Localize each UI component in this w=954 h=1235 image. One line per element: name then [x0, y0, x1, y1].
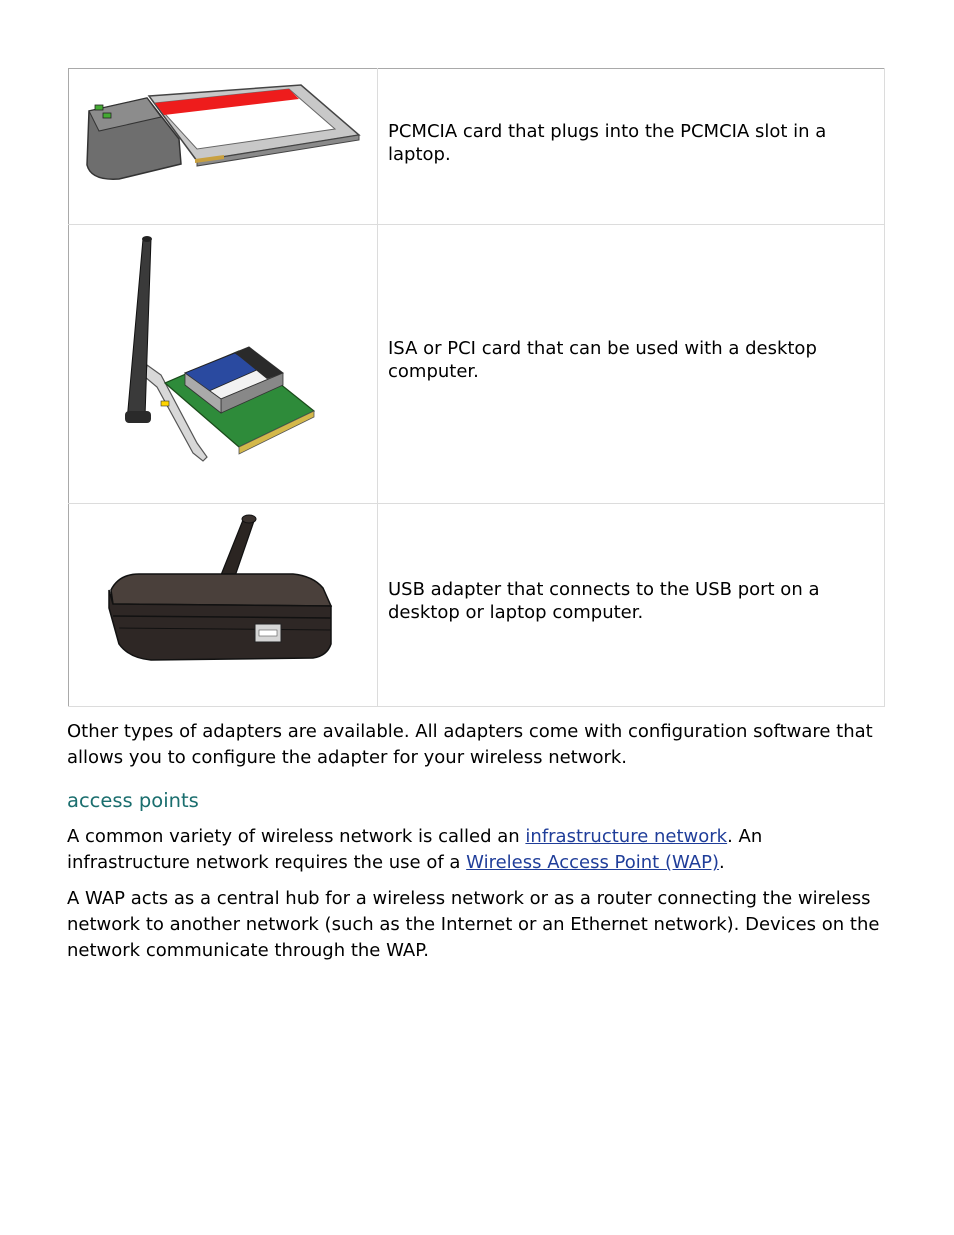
p1-text-middle: . An infrastructure network requires the use of a [67, 826, 763, 873]
table-row [69, 225, 885, 504]
pcmcia-card-image [69, 69, 377, 224]
p1-text-start: A common variety of wireless network is called an [67, 826, 526, 847]
usb-adapter-image [69, 504, 377, 706]
usb-description: USB adapter that connects to the USB port on a desktop or laptop computer. [388, 579, 820, 623]
table-row [69, 69, 885, 225]
pci-image-cell [69, 225, 378, 504]
pcmcia-description-cell [378, 69, 885, 225]
adapter-table [68, 68, 885, 707]
usb-description-cell [378, 504, 885, 707]
p1-text-end: . [719, 852, 725, 873]
table-row [69, 504, 885, 707]
usb-image-cell [69, 504, 378, 707]
pci-description: ISA or PCI card that can be used with a desktop computer. [388, 338, 817, 382]
wap-description-paragraph: A WAP acts as a central hub for a wireless network or as a router connecting the wireless network to another network (such as the Internet or an Ethernet network). Devices on the network communicate through the WAP. [67, 888, 880, 961]
pcmcia-description: PCMCIA card that plugs into the PCMCIA slot in a laptop. [388, 120, 827, 165]
other-adapters-paragraph: Other types of adapters are available. All adapters come with configuration software that allows you to configure the adapter for your wireless network. [67, 721, 873, 768]
pcmcia-image-cell [69, 69, 378, 225]
pci-card-image [69, 225, 377, 503]
wireless-access-point-link[interactable]: Wireless Access Point (WAP) [466, 852, 719, 873]
pci-description-cell [378, 225, 885, 504]
infrastructure-network-link[interactable]: infrastructure network [525, 826, 728, 847]
infrastructure-paragraph [67, 824, 887, 876]
access-points-heading: access points [67, 789, 199, 812]
